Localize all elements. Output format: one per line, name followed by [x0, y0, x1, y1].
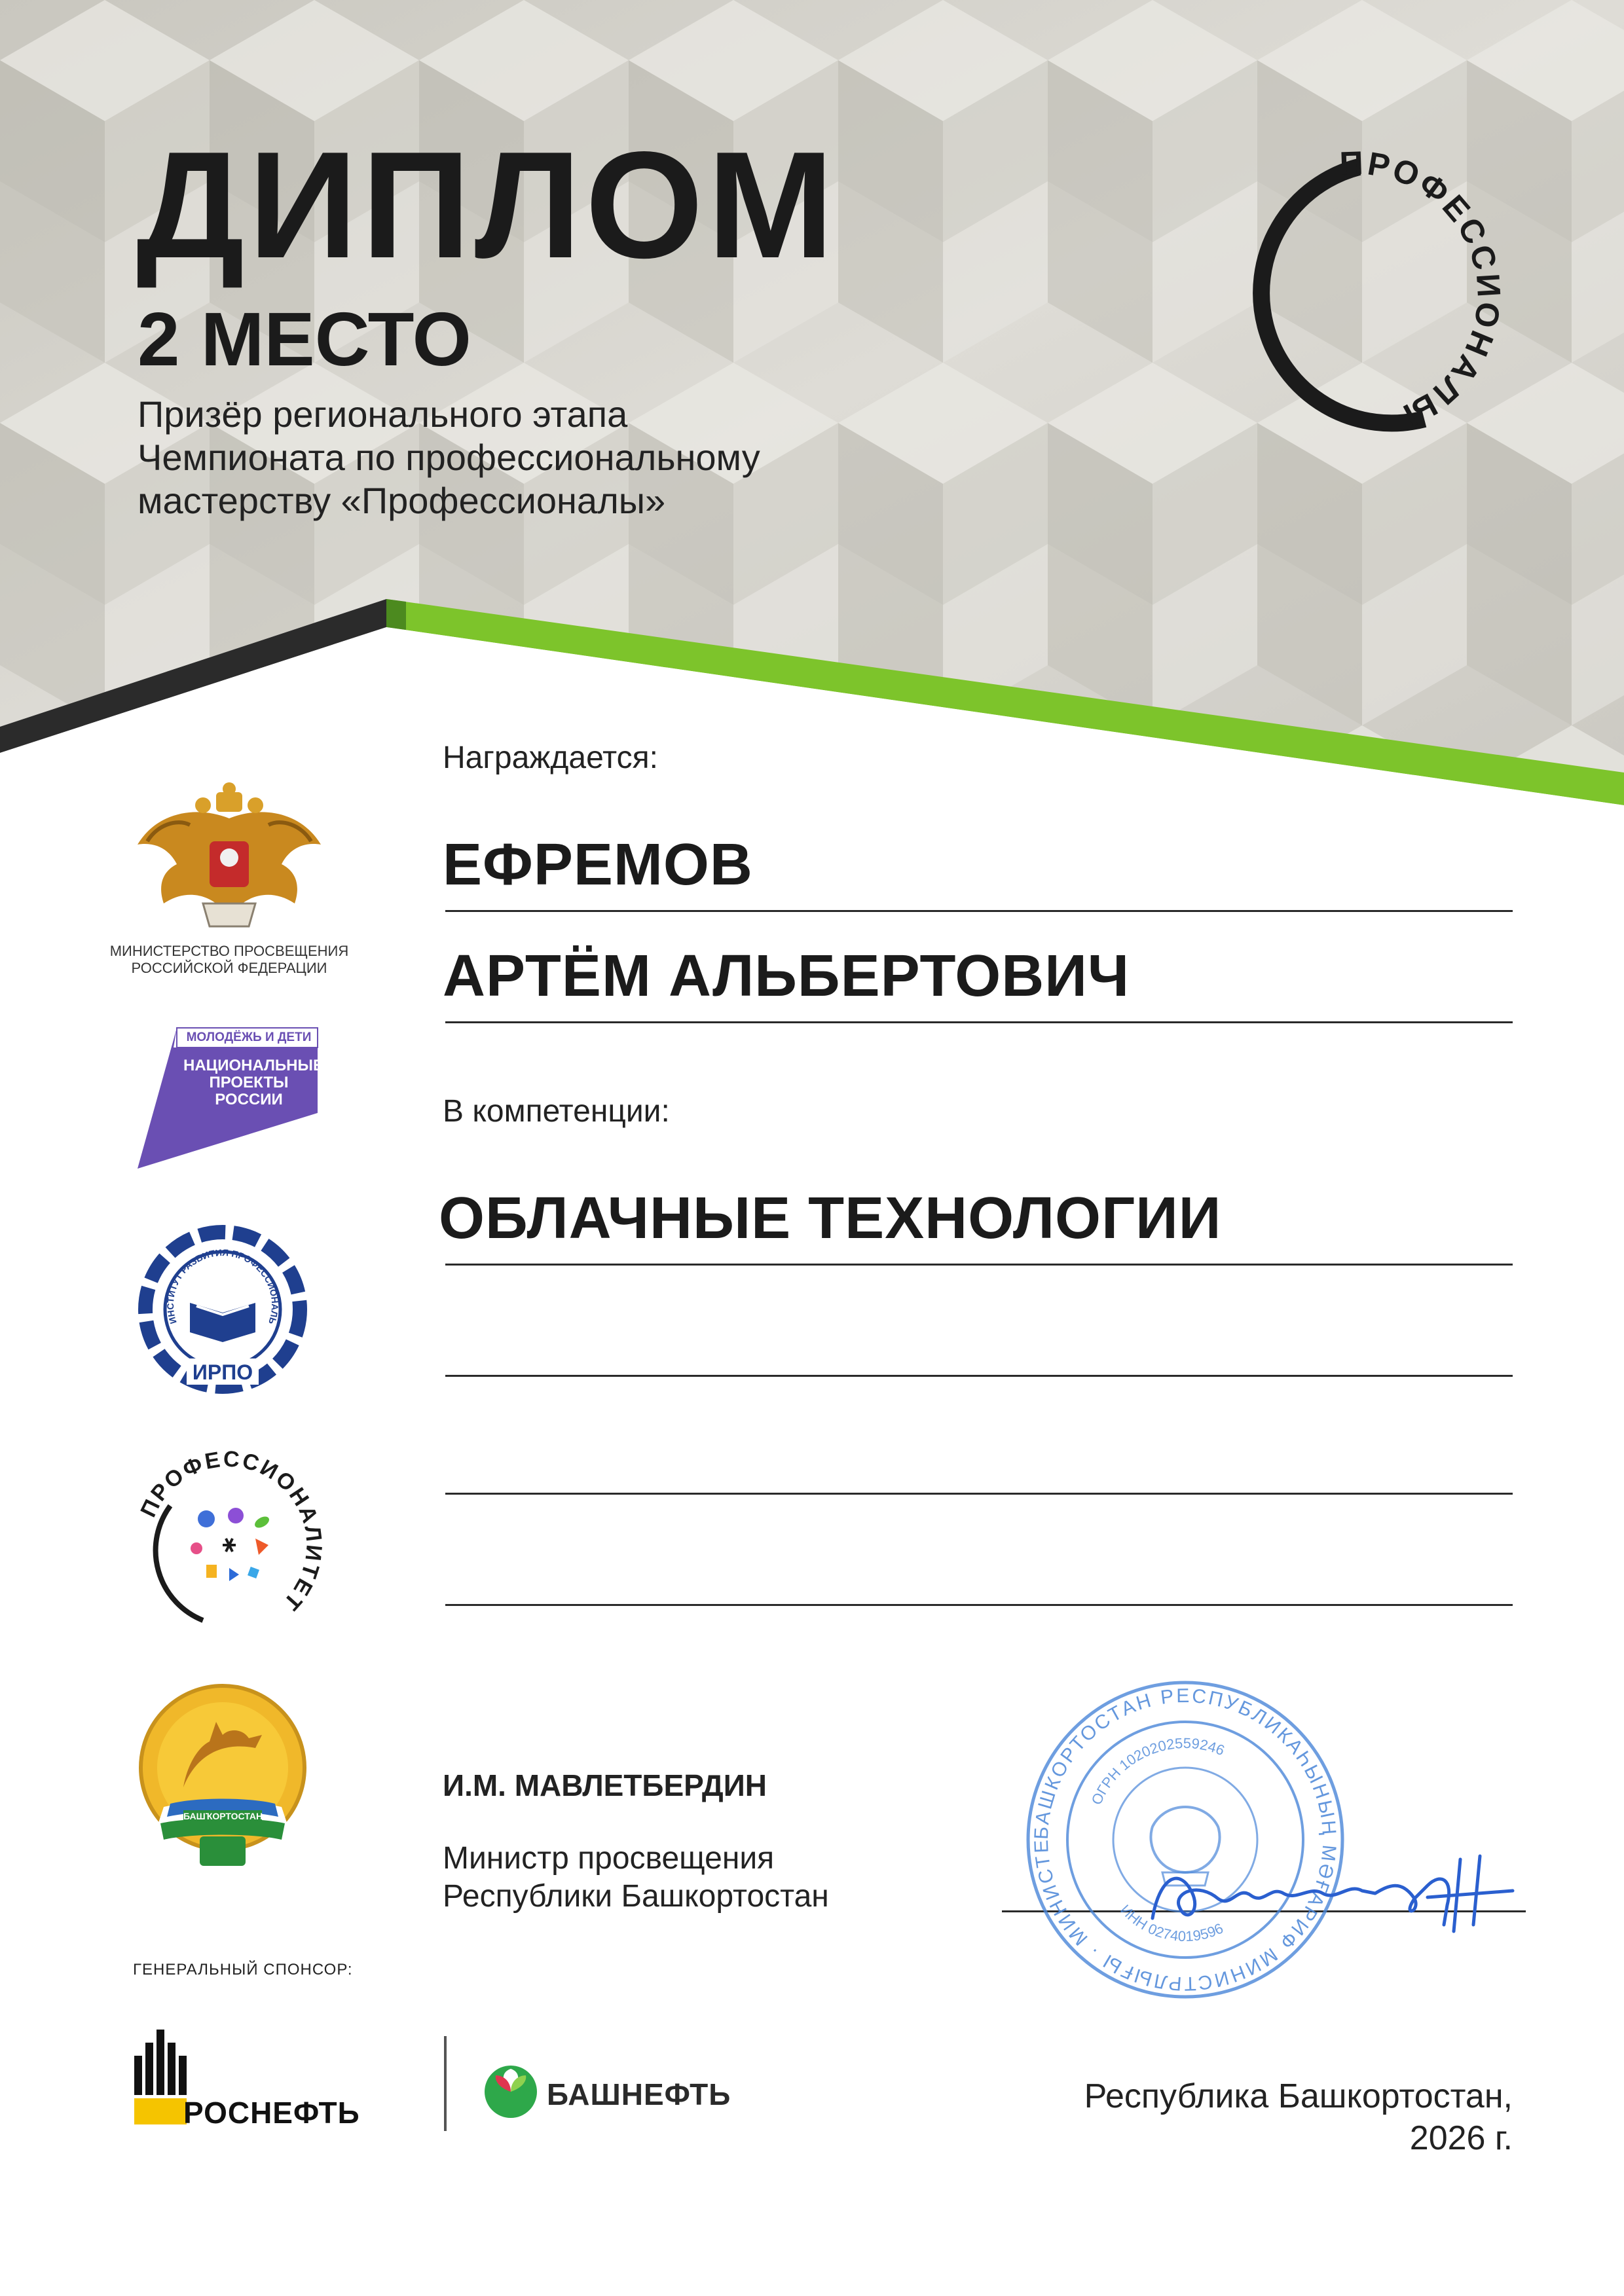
competence-name: ОБЛАЧНЫЕ ТЕХНОЛОГИИ [439, 1186, 1222, 1251]
recipient-given-names: АРТЁМ АЛЬБЕРТОВИЧ [443, 943, 1130, 1009]
bashneft-flower-icon [481, 2062, 540, 2121]
professionalitet-ring-text: ПРОФЕССИОНАЛИТЕТ [136, 1447, 327, 1616]
surname-underline [445, 910, 1513, 912]
blank-line-2 [445, 1493, 1513, 1495]
signatory-name: И.М. МАВЛЕТБЕРДИН [443, 1768, 767, 1802]
competence-label: В компетенции: [443, 1094, 670, 1129]
irpo-label: ИРПО [192, 1360, 253, 1384]
professionaly-logo [1218, 131, 1532, 445]
irpo-logo [131, 1218, 314, 1401]
svg-text:ПРОФЕССИОНАЛЫ [1339, 145, 1507, 435]
diploma-subtitle: Призёр регионального этапа Чемпионата по профессиональному мастерству «Профессионалы» [138, 393, 760, 521]
sponsor-label: ГЕНЕРАЛЬНЫЙ СПОНСОР: [133, 1961, 353, 1978]
stamp-inn: ИНН 0274019596 [1117, 1901, 1226, 1945]
stamp-ogrn: ОГРН 1020202559246 [1088, 1734, 1227, 1808]
diploma-title: ДИПЛОМ [136, 120, 838, 290]
signature-scribble-icon [1139, 1820, 1532, 1951]
rosneft-logo [131, 2030, 419, 2128]
irpo-ring-text: ИНСТИТУТ РАЗВИТИЯ ПРОФЕССИОНАЛЬ [164, 1247, 281, 1326]
professionalitet-ring-icon [131, 1447, 327, 1643]
handwritten-signature [1139, 1820, 1532, 1951]
stamp-outer-text: БАШКОРТОСТАН РЕСПУБЛИКАҺЫНЫҢ МӘҒАРИФ МИНИСТРЛЫҒЫ · МИНИСТЕ [1030, 1685, 1340, 1995]
recipient-surname: ЕФРЕМОВ [443, 832, 753, 898]
place-and-date: Республика Башкортостан, 2026 г. [1084, 2077, 1513, 2157]
salavat-yulaev-emblem-icon [124, 1676, 321, 1872]
professionaly-ring-logo-icon [1218, 131, 1532, 445]
professionalitet-logo [131, 1447, 327, 1643]
awarded-label: Награждается: [443, 740, 658, 775]
ministry-caption: МИНИСТЕРСТВО ПРОСВЕЩЕНИЯ РОССИЙСКОЙ ФЕДЕРАЦИИ [109, 943, 349, 976]
blank-line-1 [445, 1375, 1513, 1377]
place-heading: 2 МЕСТО [138, 297, 471, 382]
brand-logo-text: ПРОФЕССИОНАЛЫ [1338, 144, 1508, 435]
double-headed-eagle-icon [118, 779, 341, 936]
national-projects-top: МОЛОДЁЖЬ И ДЕТИ [186, 1030, 312, 1044]
blank-line-3 [445, 1604, 1513, 1606]
bashkortostan-emblem [124, 1676, 321, 1872]
sponsor-divider [444, 2036, 447, 2131]
ministry-emblem [109, 779, 349, 1002]
bashneft-logo [481, 2062, 769, 2134]
bashkortostan-ribbon-text: БАШҠОРТОСТАН [183, 1811, 263, 1821]
rosneft-tower-icon [131, 2030, 190, 2128]
bashneft-wordmark: БАШНЕФТЬ [547, 2077, 731, 2111]
national-projects-main: НАЦИОНАЛЬНЫЕ ПРОЕКТЫ РОССИИ [183, 1057, 323, 1108]
given-names-underline [445, 1021, 1513, 1023]
signatory-role: Министр просвещения Республики Башкортостан [443, 1841, 829, 1914]
rosneft-wordmark: РОСНЕФТЬ [183, 2096, 360, 2130]
national-projects-logo [131, 1021, 327, 1172]
competence-underline [445, 1264, 1513, 1266]
